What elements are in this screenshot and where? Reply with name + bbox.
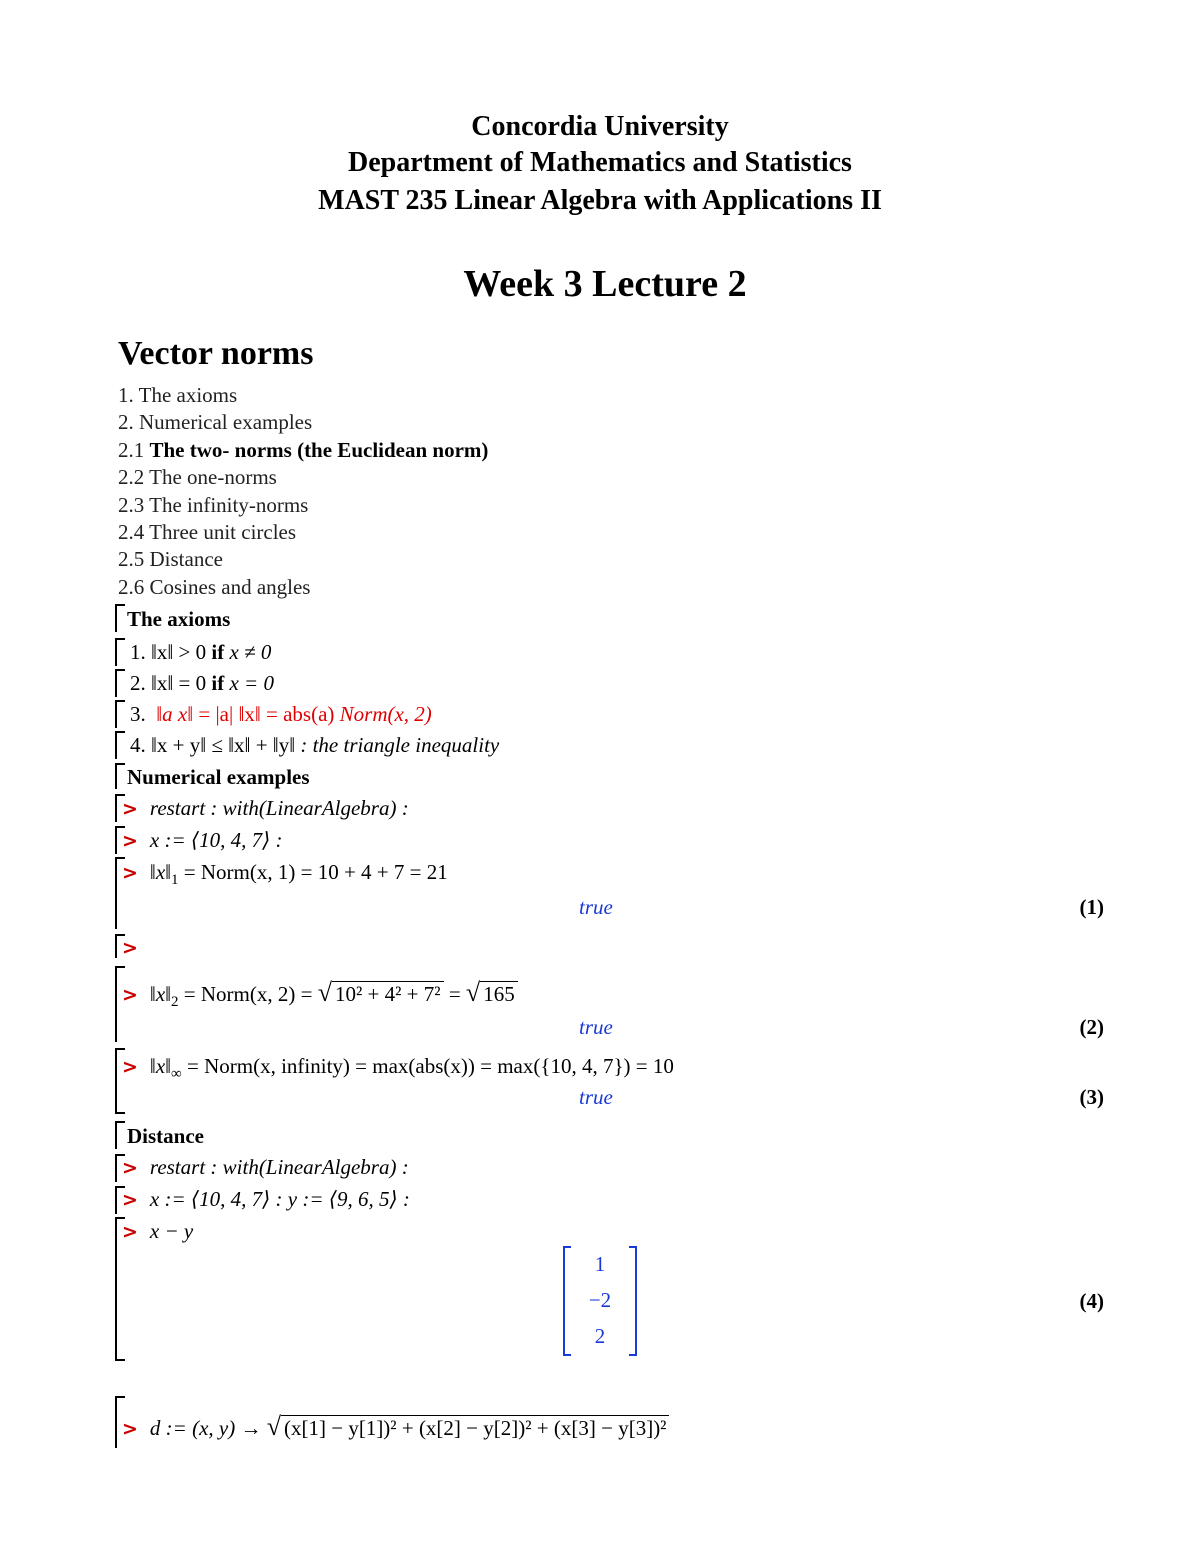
- vector-entry: −2: [588, 1288, 612, 1312]
- maple-input-line[interactable]: [122, 935, 150, 960]
- toc-item: 2.6 Cosines and angles: [118, 574, 311, 599]
- toc-item: 2.5 Distance: [118, 547, 223, 572]
- prompt-icon: >: [122, 1157, 138, 1179]
- maple-input-line[interactable]: > $‖x‖_2$ = Norm(x, 2) = √ 10² + 4² + 7² = √ 165: [122, 978, 518, 1011]
- university-name: Concordia University: [471, 111, 729, 142]
- toc-item: 1. The axioms: [118, 383, 238, 407]
- equation-label: (2): [1079, 1015, 1104, 1039]
- output-value: true: [579, 895, 613, 919]
- maple-input-line[interactable]: > x − y: [122, 1219, 194, 1243]
- prompt-icon: >: [122, 1056, 138, 1078]
- maple-input-line[interactable]: > d := (x, y) → √ (x[1] − y[1])² + (x[2] − y[2])² + (x[3] − y[3])²: [122, 1412, 669, 1442]
- axiom-4: 4. ‖x + y‖ ≤ ‖x‖ + ‖y‖ : the triangle inequality: [130, 733, 500, 757]
- equation-label: (4): [1079, 1289, 1104, 1313]
- section-bracket: [115, 604, 125, 632]
- prompt-icon: >: [122, 1189, 138, 1211]
- table-of-contents: [118, 382, 488, 601]
- prompt-icon: >: [122, 830, 138, 852]
- toc-item: 2. Numerical examples: [118, 410, 313, 435]
- output-value: true: [579, 1085, 613, 1109]
- prompt-icon: >: [122, 798, 138, 820]
- maple-input-line[interactable]: > x := ⟨10, 4, 7⟩ :: [122, 828, 283, 852]
- distance-heading[interactable]: Distance: [127, 1124, 204, 1148]
- maple-input-line[interactable]: > x := ⟨10, 4, 7⟩ : y := ⟨9, 6, 5⟩ :: [122, 1187, 410, 1211]
- axiom-3: 3. ‖a x‖ = |a| ‖x‖ = abs(a) Norm(x, 2): [130, 702, 432, 726]
- toc-item: 2.3 The infinity-norms: [118, 492, 309, 517]
- prompt-icon: >: [122, 1221, 138, 1243]
- prompt-icon: >: [122, 862, 138, 884]
- axiom-1: 1. ‖x‖ > 0 if x ≠ 0: [130, 640, 272, 664]
- group-bracket: [115, 731, 125, 759]
- course-title: MAST 235 Linear Algebra with Applications II: [318, 185, 882, 216]
- group-bracket: [115, 700, 125, 728]
- maple-input-line[interactable]: > $‖x‖_\infty$ = Norm(x, infinity) = max(abs(x)) = max({10, 4, 7}) = 10: [122, 1054, 674, 1083]
- vector-entry: 1: [594, 1252, 606, 1276]
- group-bracket: [115, 669, 125, 697]
- equation-label: (1): [1079, 895, 1104, 919]
- axiom-2: 2. ‖x‖ = 0 if x = 0: [130, 671, 274, 695]
- axioms-heading[interactable]: The axioms: [127, 607, 231, 631]
- prompt-icon: >: [122, 1418, 138, 1440]
- section-title: Vector norms: [118, 335, 314, 372]
- maple-input-line[interactable]: > restart : with(LinearAlgebra) :: [122, 1155, 409, 1179]
- department-name: Department of Mathematics and Statistics: [348, 147, 852, 178]
- lecture-title: Week 3 Lecture 2: [463, 263, 747, 305]
- result-vector: [563, 1246, 637, 1356]
- vector-entry: 2: [594, 1324, 606, 1348]
- equation-label: (3): [1079, 1085, 1104, 1109]
- group-bracket: [115, 638, 125, 666]
- prompt-icon: >: [122, 984, 138, 1006]
- toc-item: 2.2 The one-norms: [118, 465, 277, 490]
- numerical-heading[interactable]: Numerical examples: [127, 765, 310, 789]
- prompt-icon: >: [122, 937, 138, 959]
- maple-input-line[interactable]: > restart : with(LinearAlgebra) :: [122, 796, 409, 820]
- maple-input-line[interactable]: > $‖x‖_1$ = Norm(x, 1) = 10 + 4 + 7 = 21: [122, 860, 448, 889]
- section-bracket: [115, 763, 125, 789]
- output-value: true: [579, 1015, 613, 1039]
- toc-item: 2.1 The two- norms (the Euclidean norm): [118, 437, 489, 462]
- toc-item: 2.4 Three unit circles: [118, 520, 297, 545]
- section-bracket: [115, 1121, 125, 1149]
